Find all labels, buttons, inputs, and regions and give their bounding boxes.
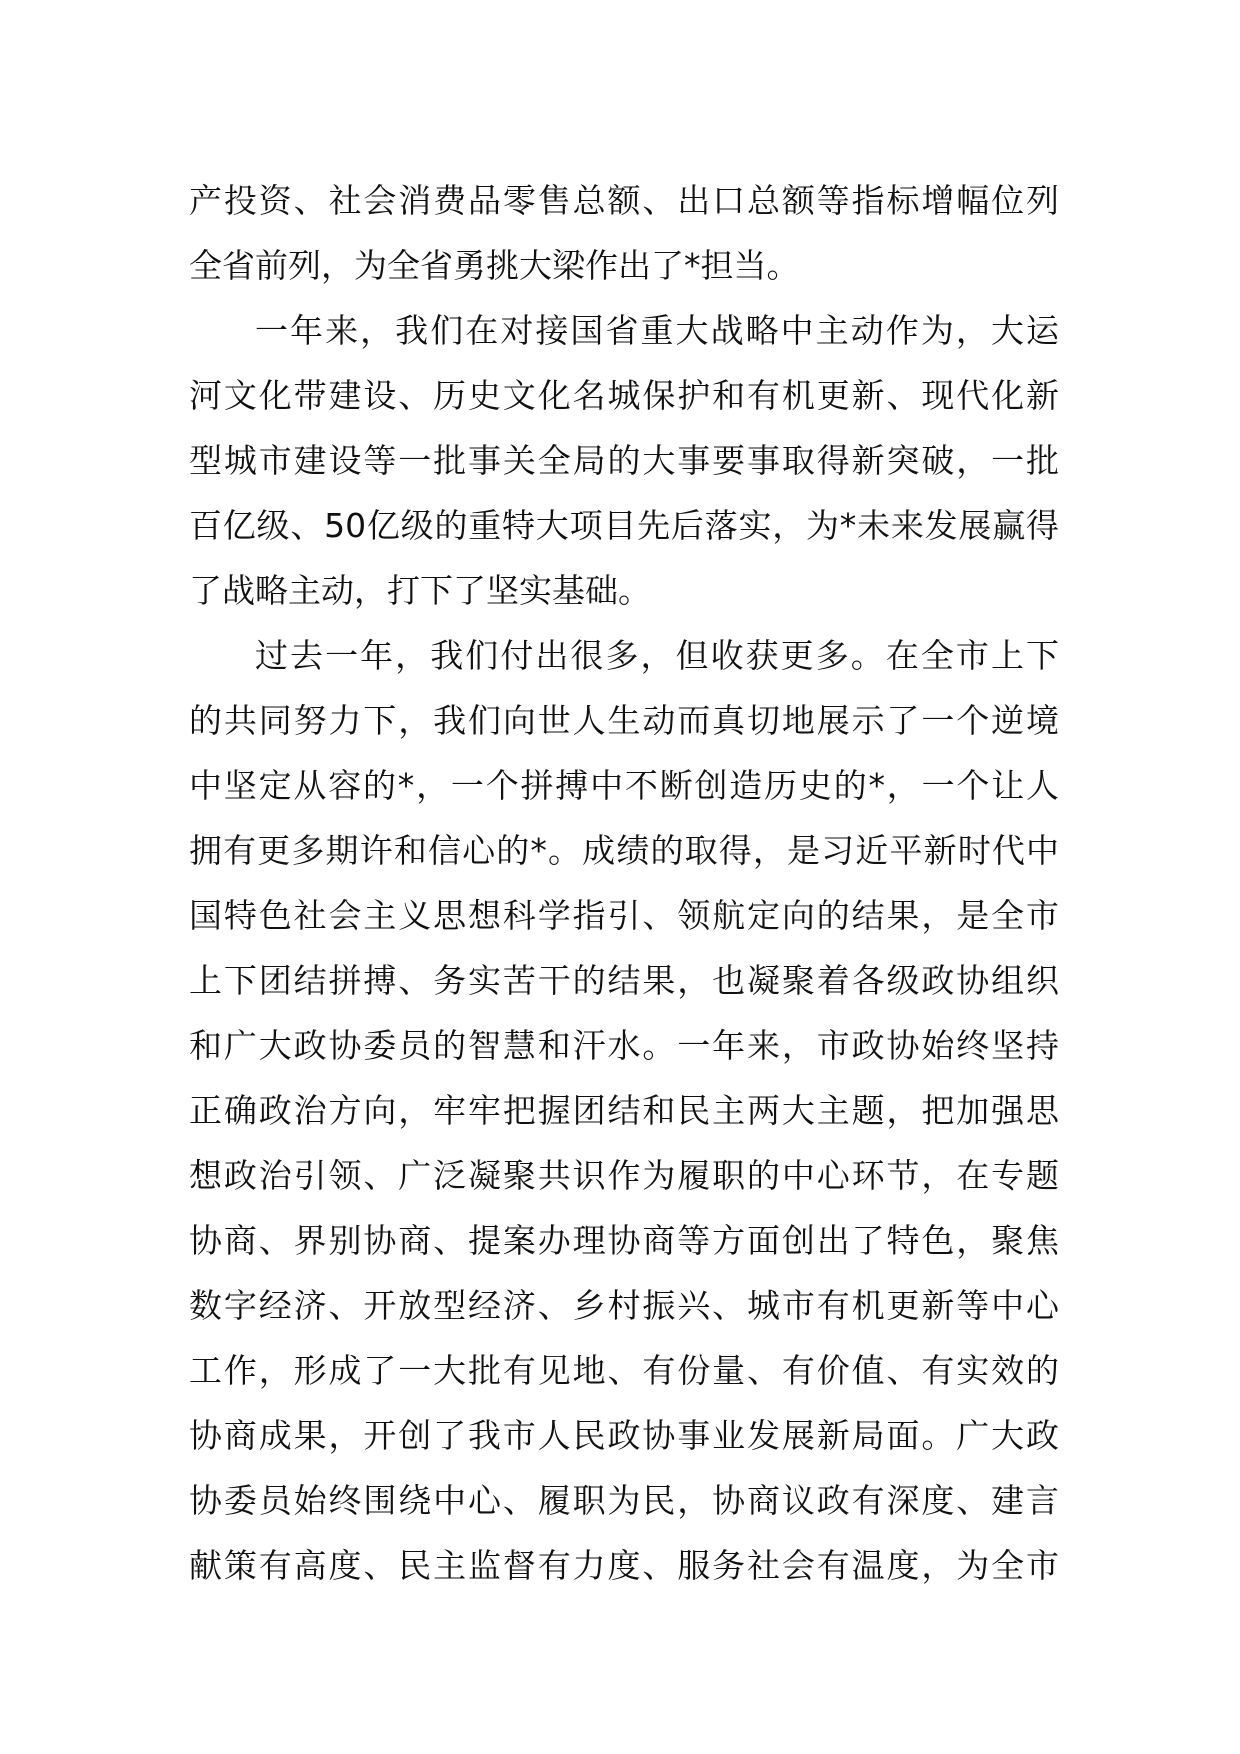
text-line: 献策有高度、民主监督有力度、服务社会有温度，为全市 bbox=[189, 1546, 1059, 1585]
text-line: 上下团结拼搏、务实苦干的结果，也凝聚着各级政协组织 bbox=[189, 961, 1059, 1000]
text-line: 正确政治方向，牢牢把握团结和民主两大主题，把加强思 bbox=[189, 1091, 1059, 1130]
text-line: 想政治引领、广泛凝聚共识作为履职的中心环节，在专题 bbox=[189, 1156, 1059, 1195]
text-line: 协委员始终围绕中心、履职为民，协商议政有深度、建言 bbox=[189, 1481, 1059, 1520]
text-line: 协商成果，开创了我市人民政协事业发展新局面。广大政 bbox=[189, 1416, 1059, 1455]
text-line: 产投资、社会消费品零售总额、出口总额等指标增幅位列 bbox=[189, 181, 1059, 220]
text-line: 过去一年，我们付出很多，但收获更多。在全市上下 bbox=[255, 636, 1059, 675]
text-line: 中坚定从容的*，一个拼搏中不断创造历史的*，一个让人 bbox=[189, 766, 1059, 805]
text-line: 河文化带建设、历史文化名城保护和有机更新、现代化新 bbox=[189, 376, 1059, 415]
text-line: 型城市建设等一批事关全局的大事要事取得新突破，一批 bbox=[189, 441, 1059, 480]
text-line: 百亿级、50亿级的重特大项目先后落实，为*未来发展赢得 bbox=[189, 506, 1059, 545]
text-line: 全省前列，为全省勇挑大梁作出了*担当。 bbox=[189, 246, 800, 285]
text-line: 国特色社会主义思想科学指引、领航定向的结果，是全市 bbox=[189, 896, 1059, 935]
text-line: 工作，形成了一大批有见地、有份量、有价值、有实效的 bbox=[189, 1351, 1059, 1390]
text-line: 一年来，我们在对接国省重大战略中主动作为，大运 bbox=[255, 311, 1059, 350]
text-line: 数字经济、开放型经济、乡村振兴、城市有机更新等中心 bbox=[189, 1286, 1059, 1325]
text-line: 和广大政协委员的智慧和汗水。一年来，市政协始终坚持 bbox=[189, 1026, 1059, 1065]
text-line: 的共同努力下，我们向世人生动而真切地展示了一个逆境 bbox=[189, 701, 1059, 740]
body-text bbox=[189, 168, 1059, 1598]
text-line: 了战略主动，打下了坚实基础。 bbox=[189, 571, 651, 610]
text-line: 协商、界别协商、提案办理协商等方面创出了特色，聚焦 bbox=[189, 1221, 1059, 1260]
text-line: 拥有更多期许和信心的*。成绩的取得，是习近平新时代中 bbox=[189, 831, 1059, 870]
